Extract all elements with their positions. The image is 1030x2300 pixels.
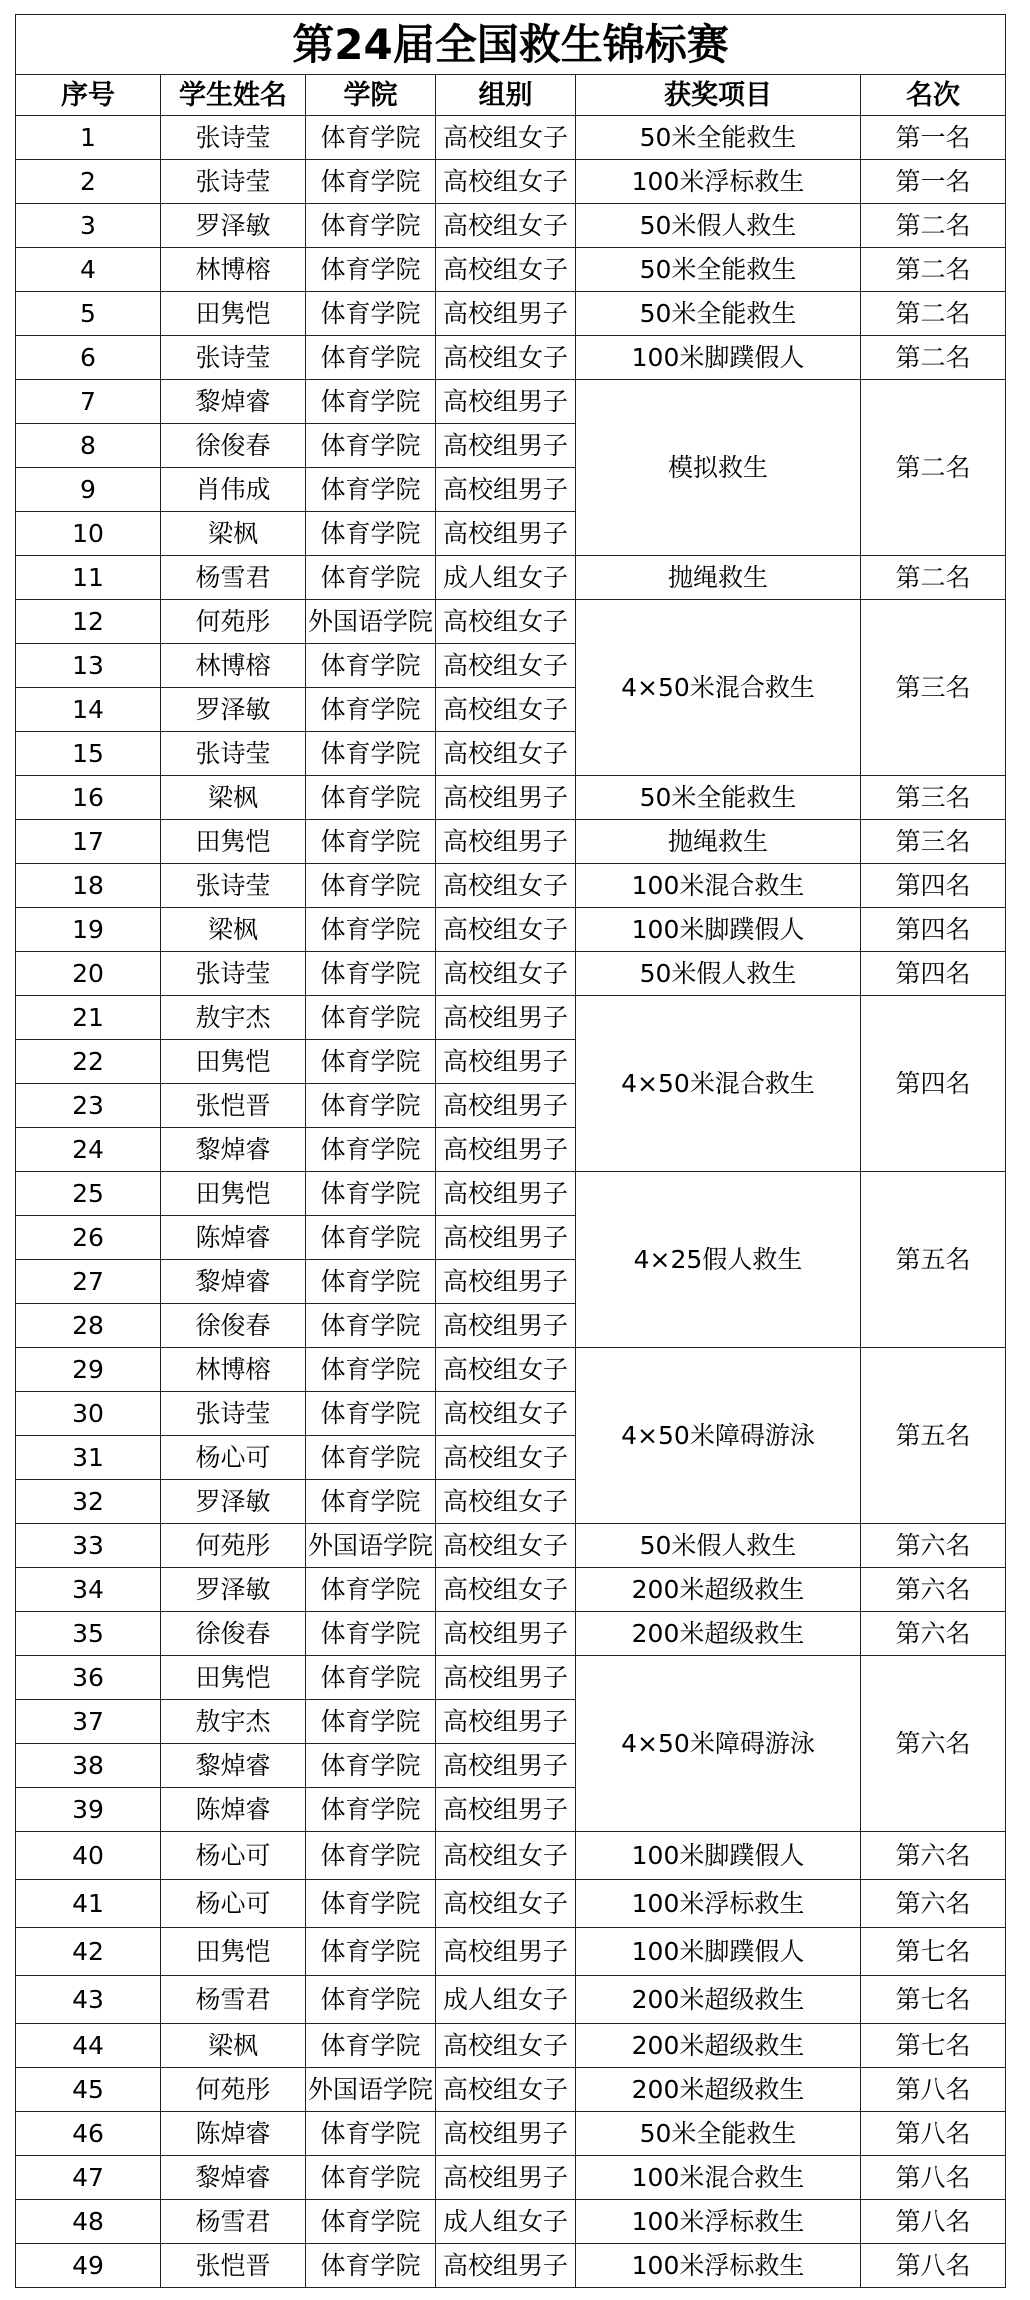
index-cell: 11 — [16, 556, 161, 600]
table-row — [16, 204, 1006, 248]
name-cell: 徐俊春 — [161, 1612, 306, 1656]
name-cell: 张诗莹 — [161, 336, 306, 380]
index-cell: 28 — [16, 1304, 161, 1348]
index-cell: 41 — [16, 1880, 161, 1928]
college-cell: 体育学院 — [306, 1700, 436, 1744]
name-cell: 黎焯睿 — [161, 1260, 306, 1304]
results-table — [15, 14, 1006, 2288]
group-cell: 高校组男子 — [436, 1084, 576, 1128]
group-cell: 高校组男子 — [436, 292, 576, 336]
event-cell: 100米浮标救生 — [576, 2244, 861, 2288]
table-row — [16, 380, 1006, 424]
name-cell: 田隽恺 — [161, 820, 306, 864]
name-cell: 陈焯睿 — [161, 1788, 306, 1832]
index-cell: 5 — [16, 292, 161, 336]
table-row — [16, 2156, 1006, 2200]
event-cell: 50米假人救生 — [576, 1524, 861, 1568]
table-row — [16, 556, 1006, 600]
group-cell: 高校组女子 — [436, 116, 576, 160]
name-cell: 田隽恺 — [161, 1040, 306, 1084]
event-cell: 200米超级救生 — [576, 2024, 861, 2068]
group-cell: 高校组男子 — [436, 2244, 576, 2288]
group-cell: 高校组女子 — [436, 644, 576, 688]
group-cell: 高校组女子 — [436, 1436, 576, 1480]
table-row — [16, 952, 1006, 996]
event-cell: 4×25假人救生 — [576, 1172, 861, 1348]
name-cell: 陈焯睿 — [161, 2112, 306, 2156]
name-cell: 林博榕 — [161, 1348, 306, 1392]
event-cell: 4×50米障碍游泳 — [576, 1656, 861, 1832]
event-cell: 100米浮标救生 — [576, 160, 861, 204]
college-cell: 体育学院 — [306, 1832, 436, 1880]
group-cell: 高校组男子 — [436, 1172, 576, 1216]
header-cell-group: 组别 — [436, 75, 576, 116]
rank-cell: 第六名 — [861, 1612, 1006, 1656]
college-cell: 体育学院 — [306, 1436, 436, 1480]
event-cell: 模拟救生 — [576, 380, 861, 556]
rank-cell: 第二名 — [861, 204, 1006, 248]
group-cell: 高校组女子 — [436, 1568, 576, 1612]
index-cell: 9 — [16, 468, 161, 512]
group-cell: 高校组女子 — [436, 248, 576, 292]
name-cell: 杨心可 — [161, 1880, 306, 1928]
event-cell: 抛绳救生 — [576, 820, 861, 864]
group-cell: 高校组女子 — [436, 1392, 576, 1436]
index-cell: 40 — [16, 1832, 161, 1880]
group-cell: 高校组男子 — [436, 1612, 576, 1656]
index-cell: 45 — [16, 2068, 161, 2112]
index-cell: 4 — [16, 248, 161, 292]
event-cell: 50米假人救生 — [576, 952, 861, 996]
index-cell: 20 — [16, 952, 161, 996]
college-cell: 体育学院 — [306, 1260, 436, 1304]
college-cell: 体育学院 — [306, 1612, 436, 1656]
table-row — [16, 2024, 1006, 2068]
group-cell: 高校组男子 — [436, 776, 576, 820]
rank-cell: 第一名 — [861, 116, 1006, 160]
table-row — [16, 776, 1006, 820]
name-cell: 敖宇杰 — [161, 996, 306, 1040]
group-cell: 高校组女子 — [436, 160, 576, 204]
index-cell: 21 — [16, 996, 161, 1040]
group-cell: 高校组男子 — [436, 380, 576, 424]
group-cell: 高校组女子 — [436, 600, 576, 644]
index-cell: 10 — [16, 512, 161, 556]
group-cell: 高校组女子 — [436, 1832, 576, 1880]
group-cell: 高校组男子 — [436, 1788, 576, 1832]
name-cell: 田隽恺 — [161, 1172, 306, 1216]
index-cell: 48 — [16, 2200, 161, 2244]
college-cell: 体育学院 — [306, 292, 436, 336]
table-row — [16, 1524, 1006, 1568]
rank-cell: 第八名 — [861, 2068, 1006, 2112]
event-cell: 200米超级救生 — [576, 2068, 861, 2112]
index-cell: 13 — [16, 644, 161, 688]
college-cell: 体育学院 — [306, 1348, 436, 1392]
name-cell: 黎焯睿 — [161, 380, 306, 424]
group-cell: 高校组女子 — [436, 952, 576, 996]
college-cell: 体育学院 — [306, 952, 436, 996]
name-cell: 罗泽敏 — [161, 1480, 306, 1524]
event-cell: 200米超级救生 — [576, 1612, 861, 1656]
rank-cell: 第七名 — [861, 1976, 1006, 2024]
index-cell: 42 — [16, 1928, 161, 1976]
name-cell: 黎焯睿 — [161, 1128, 306, 1172]
index-cell: 27 — [16, 1260, 161, 1304]
group-cell: 高校组女子 — [436, 864, 576, 908]
group-cell: 成人组女子 — [436, 1976, 576, 2024]
name-cell: 罗泽敏 — [161, 204, 306, 248]
name-cell: 杨雪君 — [161, 1976, 306, 2024]
index-cell: 43 — [16, 1976, 161, 2024]
group-cell: 高校组男子 — [436, 468, 576, 512]
index-cell: 29 — [16, 1348, 161, 1392]
event-cell: 200米超级救生 — [576, 1568, 861, 1612]
group-cell: 高校组男子 — [436, 1216, 576, 1260]
header-cell-index: 序号 — [16, 75, 161, 116]
college-cell: 体育学院 — [306, 2156, 436, 2200]
college-cell: 体育学院 — [306, 1128, 436, 1172]
group-cell: 高校组女子 — [436, 2068, 576, 2112]
name-cell: 罗泽敏 — [161, 1568, 306, 1612]
index-cell: 1 — [16, 116, 161, 160]
group-cell: 高校组女子 — [436, 732, 576, 776]
header-cell-college: 学院 — [306, 75, 436, 116]
table-row — [16, 1612, 1006, 1656]
table-row — [16, 1656, 1006, 1700]
index-cell: 37 — [16, 1700, 161, 1744]
index-cell: 36 — [16, 1656, 161, 1700]
event-cell: 50米假人救生 — [576, 204, 861, 248]
index-cell: 49 — [16, 2244, 161, 2288]
rank-cell: 第六名 — [861, 1880, 1006, 1928]
index-cell: 33 — [16, 1524, 161, 1568]
index-cell: 35 — [16, 1612, 161, 1656]
group-cell: 高校组男子 — [436, 1040, 576, 1084]
rank-cell: 第四名 — [861, 864, 1006, 908]
event-cell: 50米全能救生 — [576, 116, 861, 160]
group-cell: 高校组女子 — [436, 1524, 576, 1568]
name-cell: 张诗莹 — [161, 116, 306, 160]
table-row — [16, 1928, 1006, 1976]
index-cell: 19 — [16, 908, 161, 952]
group-cell: 高校组男子 — [436, 512, 576, 556]
college-cell: 体育学院 — [306, 1392, 436, 1436]
index-cell: 23 — [16, 1084, 161, 1128]
name-cell: 张诗莹 — [161, 732, 306, 776]
index-cell: 30 — [16, 1392, 161, 1436]
name-cell: 杨雪君 — [161, 2200, 306, 2244]
index-cell: 34 — [16, 1568, 161, 1612]
college-cell: 体育学院 — [306, 820, 436, 864]
index-cell: 15 — [16, 732, 161, 776]
college-cell: 体育学院 — [306, 424, 436, 468]
rank-cell: 第四名 — [861, 952, 1006, 996]
name-cell: 张恺晋 — [161, 2244, 306, 2288]
college-cell: 体育学院 — [306, 1928, 436, 1976]
index-cell: 39 — [16, 1788, 161, 1832]
group-cell: 高校组男子 — [436, 1928, 576, 1976]
rank-cell: 第八名 — [861, 2156, 1006, 2200]
rank-cell: 第三名 — [861, 820, 1006, 864]
college-cell: 体育学院 — [306, 1084, 436, 1128]
rank-cell: 第四名 — [861, 996, 1006, 1172]
college-cell: 体育学院 — [306, 2200, 436, 2244]
rank-cell: 第五名 — [861, 1172, 1006, 1348]
event-cell: 抛绳救生 — [576, 556, 861, 600]
name-cell: 何苑彤 — [161, 2068, 306, 2112]
table-row — [16, 2200, 1006, 2244]
event-cell: 4×50米混合救生 — [576, 996, 861, 1172]
group-cell: 高校组男子 — [436, 1744, 576, 1788]
college-cell: 体育学院 — [306, 644, 436, 688]
rank-cell: 第八名 — [861, 2112, 1006, 2156]
college-cell: 体育学院 — [306, 380, 436, 424]
college-cell: 体育学院 — [306, 908, 436, 952]
index-cell: 14 — [16, 688, 161, 732]
rank-cell: 第八名 — [861, 2244, 1006, 2288]
name-cell: 田隽恺 — [161, 1656, 306, 1700]
college-cell: 体育学院 — [306, 1172, 436, 1216]
college-cell: 体育学院 — [306, 2024, 436, 2068]
college-cell: 体育学院 — [306, 2244, 436, 2288]
event-cell: 100米脚蹼假人 — [576, 336, 861, 380]
header-cell-name: 学生姓名 — [161, 75, 306, 116]
table-row — [16, 248, 1006, 292]
index-cell: 46 — [16, 2112, 161, 2156]
name-cell: 黎焯睿 — [161, 2156, 306, 2200]
group-cell: 高校组男子 — [436, 424, 576, 468]
event-cell: 4×50米混合救生 — [576, 600, 861, 776]
event-cell: 100米浮标救生 — [576, 2200, 861, 2244]
table-row — [16, 2244, 1006, 2288]
group-cell: 高校组男子 — [436, 996, 576, 1040]
name-cell: 肖伟成 — [161, 468, 306, 512]
table-row — [16, 996, 1006, 1040]
rank-cell: 第四名 — [861, 908, 1006, 952]
index-cell: 25 — [16, 1172, 161, 1216]
name-cell: 何苑彤 — [161, 600, 306, 644]
rank-cell: 第六名 — [861, 1568, 1006, 1612]
group-cell: 成人组女子 — [436, 2200, 576, 2244]
college-cell: 体育学院 — [306, 2112, 436, 2156]
header-cell-rank: 名次 — [861, 75, 1006, 116]
name-cell: 林博榕 — [161, 248, 306, 292]
group-cell: 高校组女子 — [436, 1348, 576, 1392]
college-cell: 外国语学院 — [306, 600, 436, 644]
table-row — [16, 1568, 1006, 1612]
group-cell: 高校组男子 — [436, 1304, 576, 1348]
group-cell: 高校组女子 — [436, 688, 576, 732]
table-row — [16, 1976, 1006, 2024]
college-cell: 体育学院 — [306, 1568, 436, 1612]
index-cell: 44 — [16, 2024, 161, 2068]
index-cell: 32 — [16, 1480, 161, 1524]
index-cell: 3 — [16, 204, 161, 248]
event-cell: 4×50米障碍游泳 — [576, 1348, 861, 1524]
name-cell: 黎焯睿 — [161, 1744, 306, 1788]
rank-cell: 第二名 — [861, 336, 1006, 380]
index-cell: 24 — [16, 1128, 161, 1172]
college-cell: 体育学院 — [306, 776, 436, 820]
name-cell: 杨心可 — [161, 1436, 306, 1480]
name-cell: 敖宇杰 — [161, 1700, 306, 1744]
college-cell: 外国语学院 — [306, 2068, 436, 2112]
group-cell: 高校组男子 — [436, 1700, 576, 1744]
event-cell: 100米混合救生 — [576, 864, 861, 908]
rank-cell: 第六名 — [861, 1832, 1006, 1880]
header-cell-event: 获奖项目 — [576, 75, 861, 116]
table-row — [16, 1172, 1006, 1216]
group-cell: 高校组女子 — [436, 336, 576, 380]
index-cell: 31 — [16, 1436, 161, 1480]
index-cell: 12 — [16, 600, 161, 644]
college-cell: 体育学院 — [306, 996, 436, 1040]
rank-cell: 第二名 — [861, 380, 1006, 556]
college-cell: 外国语学院 — [306, 1524, 436, 1568]
group-cell: 高校组女子 — [436, 2024, 576, 2068]
table-row — [16, 908, 1006, 952]
event-cell: 100米混合救生 — [576, 2156, 861, 2200]
group-cell: 高校组女子 — [436, 1880, 576, 1928]
event-cell: 200米超级救生 — [576, 1976, 861, 2024]
group-cell: 高校组男子 — [436, 2156, 576, 2200]
name-cell: 陈焯睿 — [161, 1216, 306, 1260]
college-cell: 体育学院 — [306, 1880, 436, 1928]
rank-cell: 第八名 — [861, 2200, 1006, 2244]
college-cell: 体育学院 — [306, 864, 436, 908]
college-cell: 体育学院 — [306, 336, 436, 380]
college-cell: 体育学院 — [306, 512, 436, 556]
index-cell: 2 — [16, 160, 161, 204]
college-cell: 体育学院 — [306, 1216, 436, 1260]
event-cell: 100米浮标救生 — [576, 1880, 861, 1928]
name-cell: 张诗莹 — [161, 864, 306, 908]
index-cell: 22 — [16, 1040, 161, 1084]
table-row — [16, 2068, 1006, 2112]
name-cell: 梁枫 — [161, 776, 306, 820]
college-cell: 体育学院 — [306, 1040, 436, 1084]
rank-cell: 第三名 — [861, 776, 1006, 820]
table-row — [16, 864, 1006, 908]
name-cell: 张恺晋 — [161, 1084, 306, 1128]
rank-cell: 第二名 — [861, 248, 1006, 292]
rank-cell: 第六名 — [861, 1656, 1006, 1832]
college-cell: 体育学院 — [306, 160, 436, 204]
index-cell: 17 — [16, 820, 161, 864]
rank-cell: 第二名 — [861, 292, 1006, 336]
index-cell: 8 — [16, 424, 161, 468]
table-row — [16, 116, 1006, 160]
group-cell: 成人组女子 — [436, 556, 576, 600]
rank-cell: 第三名 — [861, 600, 1006, 776]
event-cell: 100米脚蹼假人 — [576, 1928, 861, 1976]
name-cell: 何苑彤 — [161, 1524, 306, 1568]
index-cell: 18 — [16, 864, 161, 908]
group-cell: 高校组男子 — [436, 2112, 576, 2156]
name-cell: 林博榕 — [161, 644, 306, 688]
index-cell: 47 — [16, 2156, 161, 2200]
name-cell: 罗泽敏 — [161, 688, 306, 732]
table-title: 第24届全国救生锦标赛 — [16, 15, 1006, 75]
college-cell: 体育学院 — [306, 1480, 436, 1524]
event-cell: 50米全能救生 — [576, 292, 861, 336]
name-cell: 杨心可 — [161, 1832, 306, 1880]
table-row — [16, 292, 1006, 336]
rank-cell: 第五名 — [861, 1348, 1006, 1524]
college-cell: 体育学院 — [306, 1976, 436, 2024]
college-cell: 体育学院 — [306, 248, 436, 292]
header-row — [16, 75, 1006, 116]
college-cell: 体育学院 — [306, 1304, 436, 1348]
group-cell: 高校组女子 — [436, 1480, 576, 1524]
group-cell: 高校组男子 — [436, 1260, 576, 1304]
index-cell: 16 — [16, 776, 161, 820]
index-cell: 38 — [16, 1744, 161, 1788]
index-cell: 6 — [16, 336, 161, 380]
rank-cell: 第一名 — [861, 160, 1006, 204]
index-cell: 26 — [16, 1216, 161, 1260]
name-cell: 梁枫 — [161, 512, 306, 556]
name-cell: 徐俊春 — [161, 424, 306, 468]
group-cell: 高校组男子 — [436, 1128, 576, 1172]
index-cell: 7 — [16, 380, 161, 424]
college-cell: 体育学院 — [306, 732, 436, 776]
group-cell: 高校组女子 — [436, 204, 576, 248]
college-cell: 体育学院 — [306, 688, 436, 732]
table-row — [16, 1832, 1006, 1880]
event-cell: 50米全能救生 — [576, 2112, 861, 2156]
table-row — [16, 2112, 1006, 2156]
name-cell: 梁枫 — [161, 2024, 306, 2068]
name-cell: 张诗莹 — [161, 160, 306, 204]
table-row — [16, 820, 1006, 864]
rank-cell: 第七名 — [861, 1928, 1006, 1976]
results-sheet — [15, 14, 1006, 2288]
table-row — [16, 336, 1006, 380]
event-cell: 100米脚蹼假人 — [576, 908, 861, 952]
rank-cell: 第二名 — [861, 556, 1006, 600]
group-cell: 高校组男子 — [436, 1656, 576, 1700]
table-row — [16, 1348, 1006, 1392]
table-row — [16, 1880, 1006, 1928]
group-cell: 高校组女子 — [436, 908, 576, 952]
name-cell: 梁枫 — [161, 908, 306, 952]
college-cell: 体育学院 — [306, 1788, 436, 1832]
group-cell: 高校组男子 — [436, 820, 576, 864]
table-row — [16, 160, 1006, 204]
college-cell: 体育学院 — [306, 1744, 436, 1788]
event-cell: 50米全能救生 — [576, 248, 861, 292]
college-cell: 体育学院 — [306, 556, 436, 600]
table-row — [16, 600, 1006, 644]
event-cell: 50米全能救生 — [576, 776, 861, 820]
name-cell: 田隽恺 — [161, 292, 306, 336]
name-cell: 徐俊春 — [161, 1304, 306, 1348]
name-cell: 张诗莹 — [161, 1392, 306, 1436]
college-cell: 体育学院 — [306, 468, 436, 512]
name-cell: 张诗莹 — [161, 952, 306, 996]
college-cell: 体育学院 — [306, 204, 436, 248]
rank-cell: 第六名 — [861, 1524, 1006, 1568]
college-cell: 体育学院 — [306, 1656, 436, 1700]
rank-cell: 第七名 — [861, 2024, 1006, 2068]
college-cell: 体育学院 — [306, 116, 436, 160]
name-cell: 田隽恺 — [161, 1928, 306, 1976]
event-cell: 100米脚蹼假人 — [576, 1832, 861, 1880]
name-cell: 杨雪君 — [161, 556, 306, 600]
